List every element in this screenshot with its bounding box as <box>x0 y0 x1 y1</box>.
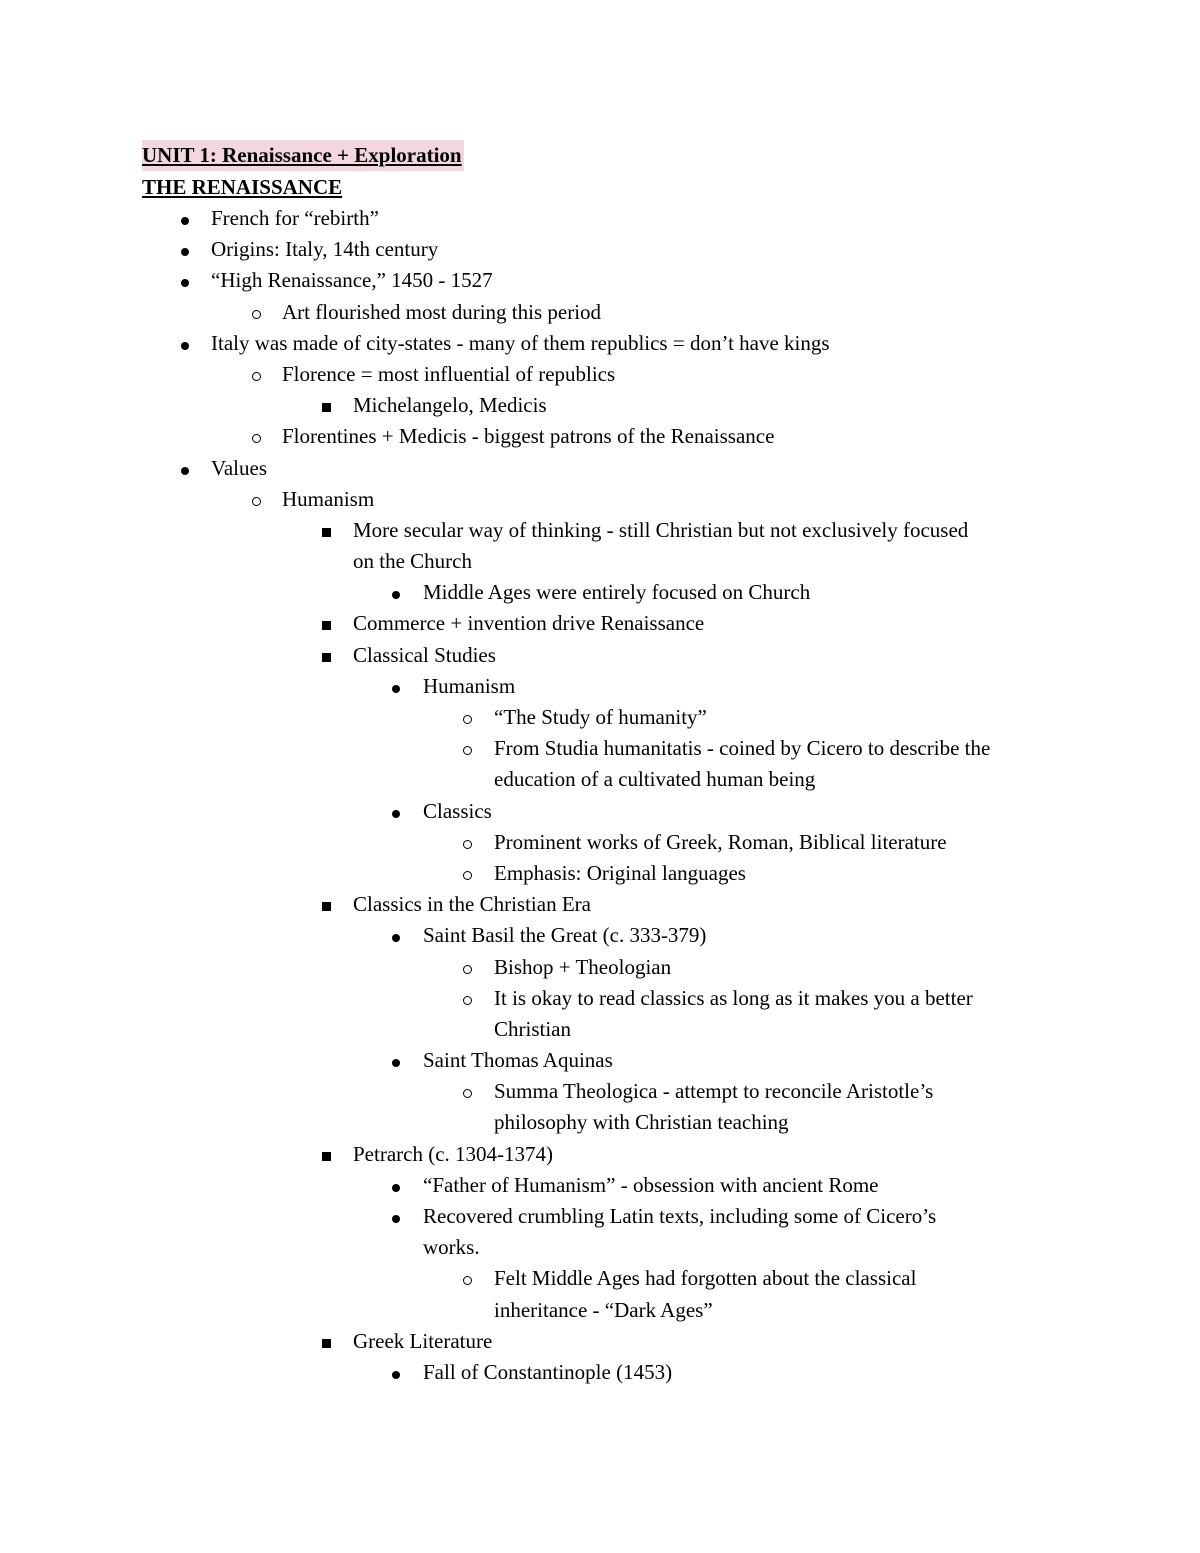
list-item <box>0 827 1200 858</box>
bullet-dot-icon <box>386 577 406 608</box>
bullet-square-icon <box>316 889 336 920</box>
list-item-text: Origins: Italy, 14th century <box>211 237 439 262</box>
list-item <box>0 952 1200 983</box>
list-item <box>0 1295 1200 1326</box>
list-item <box>0 421 1200 452</box>
list-item <box>0 328 1200 359</box>
list-item <box>0 265 1200 296</box>
list-item-text: Florence = most influential of republics <box>282 361 616 386</box>
list-item-text: Humanism <box>423 673 516 698</box>
bullet-dot-icon <box>386 671 406 702</box>
bullet-dot-icon <box>175 453 195 484</box>
notes-outline <box>0 203 1200 1388</box>
bullet-circle-icon <box>246 421 266 452</box>
list-item <box>0 733 1200 764</box>
bullet-circle-icon <box>246 484 266 515</box>
bullet-square-icon <box>316 1326 336 1357</box>
bullet-dot-icon <box>175 234 195 265</box>
list-item-text: education of a cultivated human being <box>494 767 816 792</box>
list-item <box>0 1045 1200 1076</box>
list-item <box>0 1201 1200 1232</box>
list-item-text: “Father of Humanism” - obsession with ancient Rome <box>423 1172 879 1197</box>
bullet-dot-icon <box>386 1170 406 1201</box>
list-item-text: Middle Ages were entirely focused on Church <box>423 580 811 605</box>
list-item <box>0 1107 1200 1138</box>
list-item-text: works. <box>423 1235 480 1260</box>
list-item-text: Italy was made of city-states - many of them republics = don’t have kings <box>211 330 830 355</box>
list-item-text: Art flourished most during this period <box>282 299 602 324</box>
list-item <box>0 577 1200 608</box>
list-item <box>0 1263 1200 1294</box>
bullet-dot-icon <box>386 920 406 951</box>
bullet-circle-icon <box>246 297 266 328</box>
list-item <box>0 297 1200 328</box>
list-item-text: Prominent works of Greek, Roman, Biblical literature <box>494 829 947 854</box>
list-item-text: “High Renaissance,” 1450 - 1527 <box>211 268 493 293</box>
list-item <box>0 1139 1200 1170</box>
list-item <box>0 484 1200 515</box>
list-item-text: Recovered crumbling Latin texts, including some of Cicero’s <box>423 1204 937 1228</box>
bullet-circle-icon <box>457 702 477 733</box>
list-item-text: Commerce + invention drive Renaissance <box>353 611 705 636</box>
bullet-square-icon <box>316 1139 336 1170</box>
list-item <box>0 764 1200 795</box>
list-item <box>0 1326 1200 1357</box>
list-item <box>0 515 1200 546</box>
bullet-dot-icon <box>175 265 195 296</box>
bullet-circle-icon <box>457 733 477 764</box>
list-item-text: Emphasis: Original languages <box>494 860 746 885</box>
list-item-text: Humanism <box>282 486 375 511</box>
bullet-circle-icon <box>457 858 477 889</box>
list-item <box>0 203 1200 234</box>
bullet-dot-icon <box>175 203 195 234</box>
list-item <box>0 858 1200 889</box>
bullet-circle-icon <box>457 983 477 1014</box>
list-item-text: Classics in the Christian Era <box>353 892 591 917</box>
list-item-text: Classical Studies <box>353 642 496 667</box>
list-item <box>0 453 1200 484</box>
list-item-text: Classics <box>423 798 492 823</box>
list-item-text: From Studia humanitatis - coined by Cicero to describe the <box>494 736 991 761</box>
list-item <box>0 1357 1200 1388</box>
bullet-square-icon <box>316 390 336 421</box>
list-item-text: Summa Theologica - attempt to reconcile Aristotle’s <box>494 1079 934 1104</box>
list-item <box>0 640 1200 671</box>
list-item <box>0 983 1200 1014</box>
list-item <box>0 608 1200 639</box>
list-item <box>0 1232 1200 1263</box>
list-item-text: French for “rebirth” <box>211 206 379 230</box>
list-item-text: It is okay to read classics as long as it makes you a better <box>494 985 973 1010</box>
list-item-text: Saint Basil the Great (c. 333-379) <box>423 923 707 948</box>
list-item-text: Christian <box>494 1016 571 1041</box>
list-item-text: Florentines + Medicis - biggest patrons of the Renaissance <box>282 424 775 449</box>
bullet-dot-icon <box>386 1045 406 1076</box>
list-item <box>0 889 1200 920</box>
bullet-dot-icon <box>175 328 195 359</box>
list-item <box>0 1076 1200 1107</box>
list-item-text: More secular way of thinking - still Christian but not exclusively focused <box>353 517 969 542</box>
bullet-circle-icon <box>457 1076 477 1107</box>
bullet-square-icon <box>316 640 336 671</box>
list-item <box>0 359 1200 390</box>
bullet-dot-icon <box>386 1201 406 1232</box>
list-item <box>0 234 1200 265</box>
list-item <box>0 390 1200 421</box>
list-item-text: philosophy with Christian teaching <box>494 1110 789 1135</box>
list-item-text: Petrarch (c. 1304-1374) <box>353 1141 554 1166</box>
list-item-text: Felt Middle Ages had forgotten about the classical <box>494 1266 917 1291</box>
list-item-text: Bishop + Theologian <box>494 954 672 979</box>
list-item-text: on the Church <box>353 549 472 574</box>
bullet-dot-icon <box>386 1357 406 1388</box>
list-item <box>0 671 1200 702</box>
list-item <box>0 796 1200 827</box>
bullet-circle-icon <box>246 359 266 390</box>
bullet-square-icon <box>316 608 336 639</box>
list-item <box>0 702 1200 733</box>
list-item-text: Saint Thomas Aquinas <box>423 1048 613 1073</box>
unit-title: UNIT 1: Renaissance + Exploration <box>142 140 464 171</box>
list-item <box>0 1170 1200 1201</box>
list-item-text: inheritance - “Dark Ages” <box>494 1297 713 1322</box>
list-item <box>0 920 1200 951</box>
list-item <box>0 1014 1200 1045</box>
section-title: THE RENAISSANCE <box>142 175 343 199</box>
bullet-square-icon <box>316 515 336 546</box>
bullet-circle-icon <box>457 1263 477 1294</box>
list-item-text: Values <box>211 455 267 480</box>
list-item <box>0 546 1200 577</box>
bullet-circle-icon <box>457 952 477 983</box>
list-item-text: Michelangelo, Medicis <box>353 393 547 418</box>
list-item-text: Fall of Constantinople (1453) <box>423 1359 673 1384</box>
bullet-dot-icon <box>386 796 406 827</box>
list-item-text: “The Study of humanity” <box>494 705 707 729</box>
list-item-text: Greek Literature <box>353 1328 493 1353</box>
bullet-circle-icon <box>457 827 477 858</box>
